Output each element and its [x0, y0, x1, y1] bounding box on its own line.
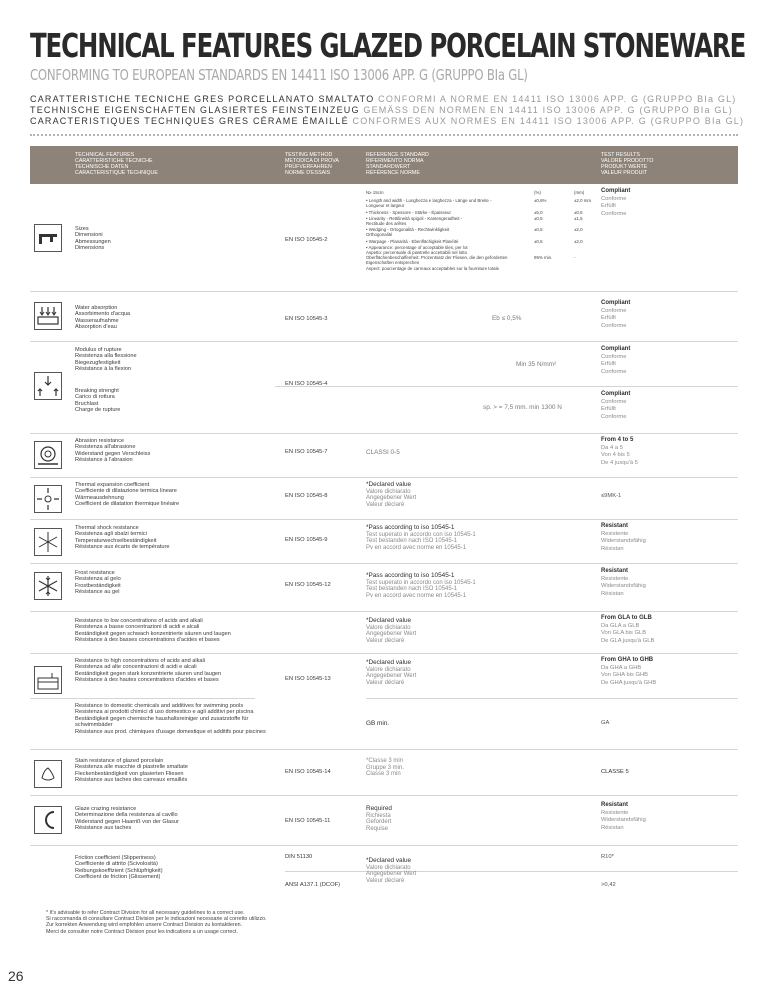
table-row-breaking-strength: [30, 386, 738, 434]
header-line-it: CARATTERISTICHE TECNICHE GRES PORCELLANATO SMALTATO CONFORMI A NORME EN 14411 ISO 13006 APP. G (GRUPPO BIa GL): [30, 94, 737, 104]
table-row-water-absorption: [30, 292, 738, 342]
frost-norm: EN ISO 10545-12: [285, 582, 331, 588]
thermal-expansion-icon: [34, 485, 62, 513]
sizes-tolerance-list: N≥ 15cm (%) (mm) • Length and width - Lunghezza e larghezza - Länge und Breite - ±0,6% ±2,0 mm Longueur et largeur • Thickness - Spessore - Stärke - Épaisseur ±5,0 ±0,5 • Linearity - Rettilineità spigoli - Kantengeradheit - ±0,5 ±1,5 Rectitude des arêtes • Wedging - Ortogonalità - Rechtwinkligkeit ±0,5 ±2,0 Orthogonalité • Warpage - Planarità - Ebenflächigkeit Planéité ±0,5 ±2,0 • Appearance: percentage of acceptable tiles, per lot Aspetto: percentuale di piastrelle accettabili nel lotto Oberflächenbeschaffenheit: Prozentsatz der Fliesen, die den geforderten 95% min. - Eigenschaften entsprechen Aspect: pourcentage de carreaux acceptables sur la fourniture totale: [366, 190, 592, 271]
chem-high-standard: *Declared value Valore dichiarato Angegebener Wert Valeur déclaré: [366, 659, 417, 686]
header-line-fr: CARACTERISTIQUES TECHNIQUES GRES CÉRAME ÉMAILLÉ CONFORMES AUX NORMES EN 14411 ISO 13006 APP. G (GRUPPO BIa GL): [30, 116, 745, 126]
chem-low-description: Resistance to low concentrations of acids and alkali Resistenza a basse concentrazioni di acidi e alcali Beständigkeit gegen schwach konzentrierte säuren und laugen Résistance à des basses concentrations d'acides et bases: [75, 618, 231, 644]
table-row-stain-resistance: [30, 750, 738, 796]
chem-high-result: From GHA to GHB Da GHA a GHB Von GHA bis GHB De GHA jusqu'à GHB: [601, 657, 657, 686]
abrasion-description: Abrasion resistance Resistenza all'abrasione Widerstand gegen Verschleiss Résistance à l'abrasion: [75, 438, 151, 464]
rupture-result: Compliant Conforme Erfüllt Conforme: [601, 346, 631, 375]
water-description: Water absorption Assorbimento d'acqua Wasseraufnahme Absorption d'eau: [75, 305, 131, 331]
friction-standard: *Declared value Valore dichiarato Angegebener Wert Valeur déclaré: [366, 857, 417, 884]
table-row-sizes: [30, 184, 738, 292]
chem-high-description: Resistance to high concentrations of acids and alkali Resistenza ad alte concentrazioni di acidi e alcali Beständigkeit gegen stark konzentrierte säuren und laugen Résistance à des hautes concentrations d'acides et bases: [75, 658, 222, 684]
table-row-frost-resistance: [30, 564, 738, 612]
abrasion-norm: EN ISO 10545-7: [285, 449, 328, 455]
frost-result: Resistant Resistente Widerstandsfähig Résistan: [601, 568, 646, 597]
crazing-result: Resistant Resistente Widerstandsfähig Résistan: [601, 802, 646, 831]
header-method: TESTING METHOD METODICA DI PROVA PRÜFVERFAHREN NORME D'ESSAIS: [285, 152, 339, 176]
stain-standard: *Classe 3 min Gruppe 3 min. Classe 3 min: [366, 758, 405, 778]
table-row-chemical-pool: [30, 698, 738, 750]
page-title: TECHNICAL FEATURES GLAZED PORCELAIN STONEWARE: [30, 26, 746, 65]
table-row-modulus-of-rupture: [30, 342, 738, 386]
header-line-de: TECHNISCHE EIGENSCHAFTEN GLASIERTES FEINSTEINZEUG GEMÄSS DEN NORMEN EN 14411 ISO 13006 APP. G (GRUPPO BIa GL): [30, 105, 733, 115]
rupture-standard: Min 35 N/mm²: [516, 361, 557, 368]
page-number: 26: [8, 968, 24, 984]
stain-description: Stain resistance of glazed porcelain Resistenza alle macchie di piastrelle smaltate Fleckenbeständigkeit von glasierten Fliesen Résistance aux taches des carreaux emaillés: [75, 758, 188, 784]
header-standard: REFERENCE STANDARD RIFERIMENTO NORMA STANDARDWERT RÉFÉRENCE NORME: [366, 152, 429, 176]
chem-pool-standard: GB min.: [366, 720, 390, 727]
caliper-icon: [34, 224, 62, 252]
abrasion-result: From 4 to 5 Da 4 a 5 Von 4 bis 5 De 4 jusqu'à 5: [601, 437, 638, 466]
stain-icon: [34, 760, 62, 788]
pressure-arrows-icon: [34, 372, 62, 400]
snowflake-icon: [34, 572, 62, 600]
footnote: * It's advisable to refer Contract Division for all necessary guidelines to a correct use. Si raccomanda di consultare Contract Division per le indicazioni necessarie al corretto utilizzo. Zur korrekten Anwendung wird empfohlen unsere Contract Division zu kontaktieren. Merci de consulter notre Contract Division pour les indications a un usage correct.: [46, 910, 267, 935]
shock-description: Thermal shock resistance Resistenza agli sbalzi termici Temperaturwechselbeständigkeit Résistance aux écarts de température: [75, 525, 170, 551]
table-row-glaze-crazing: [30, 796, 738, 846]
table-row-friction: [30, 846, 738, 898]
dotted-divider: [30, 134, 738, 136]
crazing-standard: Required Richiesta Gefordert Requise: [366, 805, 392, 832]
water-result: Compliant Conforme Erfüllt Conforme: [601, 300, 631, 329]
friction-norm-din: DIN 51130: [285, 854, 313, 860]
table-row-abrasion: [30, 434, 738, 478]
table-row-thermal-shock: [30, 520, 738, 564]
sizes-description: Sizes Dimensioni Abmessungen Dimensions: [75, 226, 111, 252]
row-divider: [285, 871, 738, 872]
friction-norm-ansi: ANSI A137.1 (DCOF): [285, 882, 341, 888]
friction-description: Friction coefficient (Slipperiness) Coefficiente di attrito (Scivolosità) Reibungskoeffizient (Schlüpfrigkeit) Coefficient de friction (Glissement): [75, 855, 163, 881]
chem-low-result: From GLA to GLB Da GLA a GLB Von GLA bis GLB De GLA jusqu'à GLB: [601, 615, 655, 644]
friction-result-ansi: >0,42: [601, 882, 616, 888]
stain-norm: EN ISO 10545-14: [285, 769, 331, 775]
rupture-norm: EN ISO 10545-4: [285, 381, 328, 387]
abrasion-disc-icon: [34, 441, 62, 469]
thermal-shock-icon: [34, 528, 62, 556]
water-standard: Eb ≤ 0,5%: [492, 315, 522, 322]
page-subtitle: CONFORMING TO EUROPEAN STANDARDS EN 14411 ISO 13006 APP. G (GRUPPO BIa GL): [30, 66, 528, 84]
water-drop-icon: [34, 302, 62, 330]
breaking-standard: sp. > = 7,5 mm. min 1300 N: [483, 404, 562, 411]
crazing-norm: EN ISO 10545-11: [285, 818, 331, 824]
water-norm: EN ISO 10545-3: [285, 316, 328, 322]
breaking-description: Breaking strenght Carico di rottura Bruchlast Charge de rupture: [75, 388, 121, 414]
frost-standard: *Pass according to iso 10545-1 Test superato in accordo con iso 10545-1 Test bestanden nach ISO 10545-1 Pv en accord avec norme en 10545-1: [366, 572, 476, 599]
chem-pool-description: Resistance to domestic chemicals and additives for swimming pools Resistenza ai prodotti chimici di uso domestico e agli additivi per piscina Beständigkeit gegen chemische haushaltsreiniger und zusatzstoffe für schwimmbäder Résistance aux prod. chimiques d'usage domestique et additifs pour piscines: [75, 703, 266, 735]
table-row-chemical-low: [30, 612, 738, 654]
sizes-result: Compliant Conforme Erfüllt Conforme: [601, 188, 631, 217]
table-row-thermal-expansion: [30, 478, 738, 520]
thermal-result: ≤9MK-1: [601, 493, 622, 499]
shock-norm: EN ISO 10545-9: [285, 537, 328, 543]
sizes-norm: EN ISO 10545-2: [285, 237, 328, 243]
table-row-chemical-high: [30, 654, 738, 698]
glaze-crazing-icon: [34, 806, 62, 834]
table-header: [30, 146, 738, 184]
chem-pool-result: GA: [601, 720, 610, 726]
stain-result: CLASSE 5: [601, 769, 629, 775]
shock-standard: *Pass according to iso 10545-1 Test superato in accordo con iso 10545-1 Test bestanden nach ISO 10545-1 Pv en accord avec norme en 10545-1: [366, 524, 476, 551]
breaking-result: Compliant Conforme Erfüllt Conforme: [601, 391, 631, 420]
crazing-description: Glaze crazing resistance Determinazione della resistenza al cavillo Widerstand gegen Haarriß von der Glasur Résistance aux taches: [75, 806, 179, 832]
thermal-standard: *Declared value Valore dichiarato Angegebener Wert Valeur déclaré: [366, 481, 417, 508]
chemical-beaker-icon: [34, 666, 62, 694]
friction-result-din: R10*: [601, 854, 614, 860]
thermal-norm: EN ISO 10545-8: [285, 493, 328, 499]
header-features: TECHNICAL FEATURES CARATTERISTICHE TECNICHE TECHNISCHE DATEN CARACTERISTIQUE TECHNIQUE: [75, 152, 158, 176]
shock-result: Resistant Resistente Widerstandsfähig Résistan: [601, 523, 646, 552]
rupture-description: Modulus of rupture Resistenza alla flessione Biegezugfestigkeit Résistance à la flexion: [75, 347, 137, 373]
header-results: TEST RESULTS VALORE PRODOTTO PRODUKT WERTE VALEUR PRODUIT: [601, 152, 654, 176]
chem-norm: EN ISO 10545-13: [285, 676, 331, 682]
chem-low-standard: *Declared value Valore dichiarato Angegebener Wert Valeur déclaré: [366, 617, 417, 644]
frost-description: Frost resistance Resistenza al gelo Frostbeständigkeit Résistance au gel: [75, 570, 121, 596]
abrasion-standard: CLASSI 0-5: [366, 449, 400, 456]
thermal-description: Thermal expansion coefficient Coefficiente di dilatazione termica lineare Wärmeausdehnung Coefficient de dilatation thermique linéaire: [75, 482, 180, 508]
